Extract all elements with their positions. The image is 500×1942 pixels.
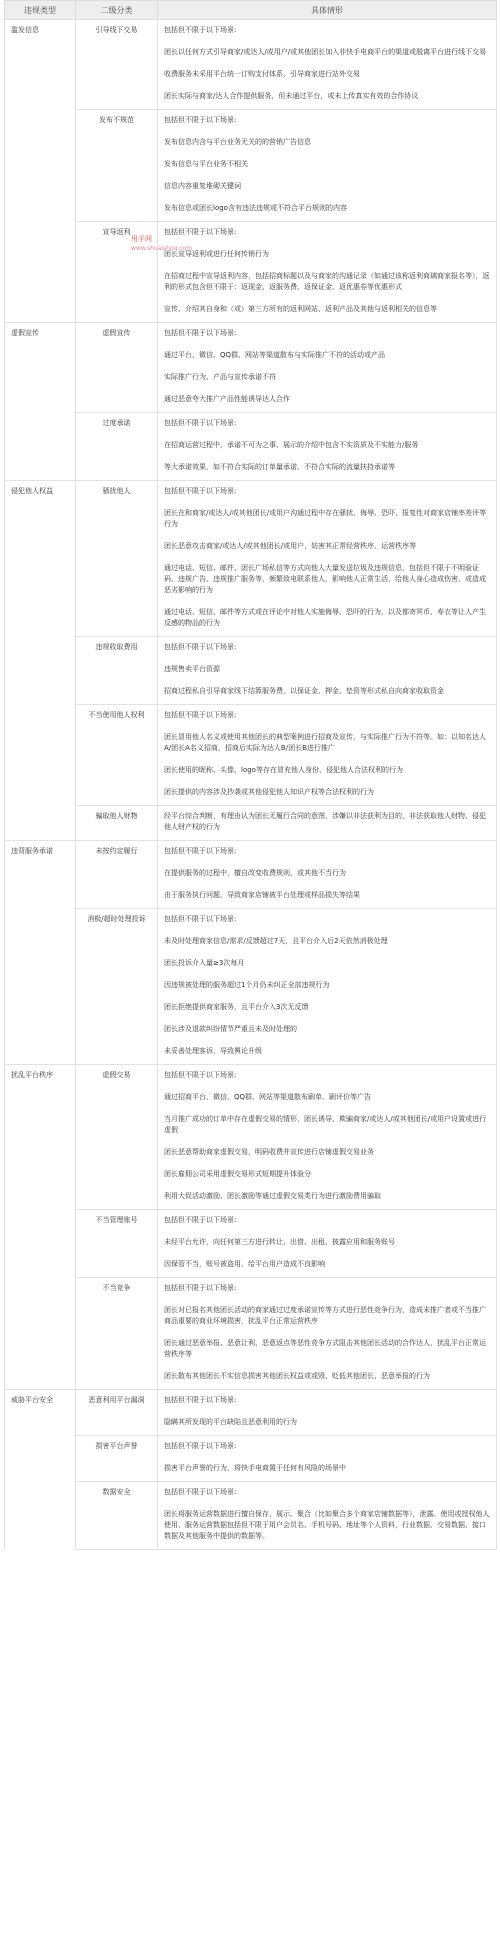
watermark-url: www.shuaishou.com — [131, 245, 193, 252]
detail-line: 收费服务未采用平台统一订购支付体系，引导商家进行站外交易 — [164, 70, 360, 78]
table-row — [5, 222, 497, 323]
detail-line: 团长拒绝提供商家服务，且平台介入3次无反馈 — [164, 1003, 309, 1011]
details-cell — [158, 481, 497, 637]
detail-line: 包括但不限于以下场景: — [164, 228, 237, 236]
details-cell — [158, 1390, 497, 1436]
detail-line: 包括但不限于以下场景: — [164, 847, 237, 855]
detail-line: 未经平台允许，向任何第三方进行转让、出借、出租、披露应用和服务账号 — [164, 1238, 395, 1246]
sub-category-cell: 过度承诺 — [76, 413, 158, 481]
violation-type-cell: 滥发信息 — [5, 20, 76, 110]
detail-line: 团长通过恶意举报、恶意让利、恶意返点等恶性竞争方式阻击其他团长活动的合作达人，扰乱平台正常运营秩序等 — [164, 1339, 486, 1358]
detail-line: 通过恶意夸大推广产品性能诱导达人合作 — [164, 395, 290, 403]
detail-line: 由于服务执行问题，导致商家店铺被平台处理或样品损失等结果 — [164, 891, 360, 899]
table-row — [5, 1482, 497, 1550]
table-row — [5, 1278, 497, 1390]
detail-line: 团长使用的昵称、头像、logo等存在冒充他人身份，侵犯他人合法权利的行为 — [164, 766, 403, 774]
detail-line: 未及时处理商家信息/需求/反馈超过7天，且平台介入后2天依然消极处理 — [164, 937, 388, 945]
detail-line: 包括但不限于以下场景: — [164, 419, 237, 427]
detail-line: 团长以任何方式引导商家/或达人/或用户/或其他团长加入非快手电商平台的渠道或脱离平台进行线下交易 — [164, 48, 487, 56]
details-cell — [158, 806, 497, 841]
detail-line: 经平台综合判断，有理由认为团长无履行合同的意图，涉嫌以非法获利为目的，非法获取他人财物、侵犯他人财产权的行为 — [164, 812, 486, 831]
detail-line: 在招商运营过程中，承诺不可为之事、展示的介绍中包含不实资质及不实能力/服务 — [164, 441, 419, 449]
detail-line: 团长恶意帮助商家虚假交易，明码收费并宣传进行店铺虚假交易业务 — [164, 1148, 374, 1156]
detail-line: 包括但不限于以下场景: — [164, 1284, 237, 1292]
sub-category-cell: 不当使用他人权利 — [76, 705, 158, 806]
header-violation-type: 违规类型 — [5, 1, 76, 20]
sub-category-cell: 未按约定履行 — [76, 841, 158, 909]
table-row — [5, 1436, 497, 1482]
detail-line: 信息内容重复堆砌关键词 — [164, 182, 241, 190]
violation-type-cell — [5, 1278, 76, 1390]
details-cell — [158, 1482, 497, 1550]
table-row — [5, 1210, 497, 1278]
detail-line: 等大承诺效果，如不符合实际的订单量承诺、不符合实际的流量扶持承诺等 — [164, 463, 395, 471]
detail-line: 包括但不限于以下场景: — [164, 26, 237, 34]
detail-line: 团长涉及退款纠纷情节严重且未及时处理的 — [164, 1025, 297, 1033]
details-cell — [158, 110, 497, 222]
details-cell — [158, 705, 497, 806]
detail-line: 团长提供的内容涉及抄袭或其他侵犯他人知识产权等合法权利的行为 — [164, 788, 374, 796]
detail-line: 通过电话、短信、邮件、团长广场私信等方式向他人大量发送垃圾及违规信息，包括但不限于不明验证码、违规广告、违规推广服务等，频繁致电联系他人，影响他人正常生活，给他人身心造成伤害，或造成恶劣影响的行为 — [164, 564, 486, 594]
details-cell — [158, 1210, 497, 1278]
violation-type-cell — [5, 909, 76, 1065]
detail-line: 包括但不限于以下场景: — [164, 116, 237, 124]
violation-type-cell — [5, 705, 76, 806]
detail-line: 通过电话、短信、邮件等方式或在评论中对他人实施侮辱、恐吓的行为，以及都寄冥币、寿衣等让人产生反感的物品的行为 — [164, 608, 486, 627]
violation-type-cell — [5, 222, 76, 323]
detail-line: 包括但不限于以下场景: — [164, 1071, 237, 1079]
details-cell — [158, 1278, 497, 1390]
sub-category-cell: 恶意利用平台漏洞 — [76, 1390, 158, 1436]
detail-line: 包括但不限于以下场景: — [164, 915, 237, 923]
violation-type-cell — [5, 1210, 76, 1278]
sub-category-cell: 数据安全 — [76, 1482, 158, 1550]
detail-line: 团长散布其他团长不实信息损害其他团长权益或或毁、贬低其他团长、恶意举报的行为 — [164, 1372, 430, 1380]
table-row — [5, 323, 497, 413]
violation-type-cell: 虚假宣传 — [5, 323, 76, 413]
header-details: 具体情形 — [158, 1, 497, 20]
details-cell — [158, 841, 497, 909]
detail-line: 包括但不限于以下场景: — [164, 1442, 237, 1450]
detail-line: 包括但不限于以下场景: — [164, 329, 237, 337]
violation-type-cell: 威胁平台安全 — [5, 1390, 76, 1436]
detail-line: 在提供服务的过程中，擅自改变收费规则，或其他不当行为 — [164, 869, 346, 877]
detail-line: 实际推广行为、产品与宣传承诺不符 — [164, 373, 276, 381]
detail-line: 当月推广成功的订单中存在虚假交易的情形，团长诱导、欺骗商家/或达人/或其他团长/或用户设置或进行虚假 — [164, 1115, 487, 1134]
details-cell — [158, 20, 497, 110]
detail-line: 发布信息与平台业务不相关 — [164, 160, 248, 168]
sub-category-cell: 消极/超时处理投诉 — [76, 909, 158, 1065]
detail-line: 发布信息或团长logo含有违法违规或不符合平台规则的内容 — [164, 204, 347, 212]
details-cell — [158, 1065, 497, 1210]
details-cell — [158, 909, 497, 1065]
violation-table — [4, 0, 497, 1550]
violation-type-cell — [5, 1482, 76, 1550]
detail-line: 招商过程私自引导商家线下结算服务费，以保证金、押金、垫资等形式私自向商家收取资金 — [164, 687, 444, 695]
watermark-name: 甩手网 — [131, 235, 152, 243]
table-row — [5, 110, 497, 222]
details-cell — [158, 222, 497, 323]
detail-line: 团长恶意攻击商家/或达人/或其他团长/或用户，妨害其正常经营秩序、运营秩序等 — [164, 542, 417, 550]
detail-line: 包括但不限于以下场景: — [164, 487, 237, 495]
detail-line: 发布信息内含与平台业务无关的的营销广告信息 — [164, 138, 311, 146]
sub-category-cell: 虚假交易 — [76, 1065, 158, 1210]
detail-line: 未妥善处理客诉，导致舆论升级 — [164, 1047, 262, 1055]
detail-line: 团长对已报名其他团长活动的商家通过过度承诺宣传等方式进行恶性竞争行为，造成未推广者或不当推广商品重要的商业环境损害，扰乱平台正常运营秩序 — [164, 1306, 486, 1325]
violation-type-cell — [5, 413, 76, 481]
detail-line: 通过招商平台、微信、QQ群、网站等渠道散布刷单、刷评价等广告 — [164, 1093, 372, 1101]
sub-category-cell: 发布不规范 — [76, 110, 158, 222]
violation-type-cell: 侵犯他人权益 — [5, 481, 76, 637]
table-row — [5, 1065, 497, 1210]
violation-type-cell — [5, 1436, 76, 1482]
detail-line: 包括但不限于以下场景: — [164, 1488, 237, 1496]
detail-line: 宣传、介绍其自身和（或）第三方所有的返利网站、返利产品及其他与返利相关的信息等 — [164, 305, 437, 313]
sub-category-cell: 损害平台声誉 — [76, 1436, 158, 1482]
watermark — [131, 235, 192, 253]
sub-category-cell: 违规收取费用 — [76, 637, 158, 705]
table-row — [5, 705, 497, 806]
detail-line: 包括但不限于以下场景: — [164, 711, 237, 719]
detail-line: 利用大促活动激励、团长激励等通过虚假交易类行为进行激励费用骗取 — [164, 1192, 381, 1200]
sub-category-cell: 虚假宣传 — [76, 323, 158, 413]
detail-line: 包括但不限于以下场景: — [164, 1396, 237, 1404]
detail-line: 团长实际与商家/达人合作提供服务，但未通过平台，或未上传真实有效的合作协议 — [164, 92, 419, 100]
detail-line: 因保管不当，账号被盗用，给平台用户造成不良影响 — [164, 1260, 325, 1268]
detail-line: 团长冒用他人名义或使用其他团长的典型案例进行招商及宣传，与实际推广行为不符等。如：以知名达人A/团长A名义招商，招商后实际为达人B/团长B进行推广 — [164, 733, 486, 752]
violation-type-cell — [5, 806, 76, 841]
table-row — [5, 909, 497, 1065]
sub-category-cell: 引导线下交易 — [76, 20, 158, 110]
sub-category-cell: 宣导返利 — [76, 222, 158, 323]
detail-line: 通过平台、微信、QQ群、网站等渠道散布与实际推广不符的活动或产品 — [164, 351, 386, 359]
table-row — [5, 1390, 497, 1436]
table-row — [5, 413, 497, 481]
table-row — [5, 20, 497, 110]
violation-type-cell — [5, 110, 76, 222]
detail-line: 隐瞒其所发现的平台缺陷且恶意利用的行为 — [164, 1418, 297, 1426]
detail-line: 团长在和商家/或达人/或其他团长/或用户沟通过程中存在骚扰、侮辱、恐吓、报复性对商家店铺率差评等行为 — [164, 509, 487, 528]
details-cell — [158, 413, 497, 481]
detail-line: 团长宣导返利或进行任何传销行为 — [164, 250, 269, 258]
table-header-row — [5, 1, 497, 20]
detail-line: 因违规被处理的服务超过1个月仍未纠正全部违规行为 — [164, 981, 330, 989]
details-cell — [158, 1436, 497, 1482]
detail-line: 团长投诉介入量≥3次每月 — [164, 959, 245, 967]
sub-category-cell: 骚扰他人 — [76, 481, 158, 637]
detail-line: 包括但不限于以下场景: — [164, 1216, 237, 1224]
detail-line: 包括但不限于以下场景: — [164, 643, 237, 651]
violation-type-cell: 违背服务承诺 — [5, 841, 76, 909]
detail-line: 团长将服务运营数据进行擅自保存、展示、聚合（比如聚合多个商家店铺数据等），泄露、使用或授权他人使用、服务运营数据包括但不限于用户会员名、手机号码、地址等个人资料，行业数据、交易数据、接口数据及其他服务中提供的数据等。 — [164, 1510, 490, 1540]
detail-line: 团长雇佣公司采用虚假交易形式短期提升体验分 — [164, 1170, 311, 1178]
sub-category-cell: 骗取他人财物 — [76, 806, 158, 841]
detail-line: 违规售卖平台资源 — [164, 665, 220, 673]
detail-line: 在招商过程中宣导返利内容，包括招商标题以及与商家的沟通记录（如通过该称返利商璃商家报名等），返利的形式包含但不限于：返现金、返服务费、返保证金、返优惠券等优惠形式 — [164, 272, 490, 291]
sub-category-cell: 不当管理账号 — [76, 1210, 158, 1278]
table-row — [5, 481, 497, 637]
sub-category-cell: 不当竞争 — [76, 1278, 158, 1390]
details-cell — [158, 323, 497, 413]
table-row — [5, 806, 497, 841]
table-row — [5, 637, 497, 705]
detail-line: 损害平台声誉的行为，将快手电商置于任何有风险的场景中 — [164, 1464, 346, 1472]
violation-type-cell — [5, 637, 76, 705]
table-row — [5, 841, 497, 909]
header-sub-category: 二级分类 — [76, 1, 158, 20]
details-cell — [158, 637, 497, 705]
violation-type-cell: 扰乱平台秩序 — [5, 1065, 76, 1210]
